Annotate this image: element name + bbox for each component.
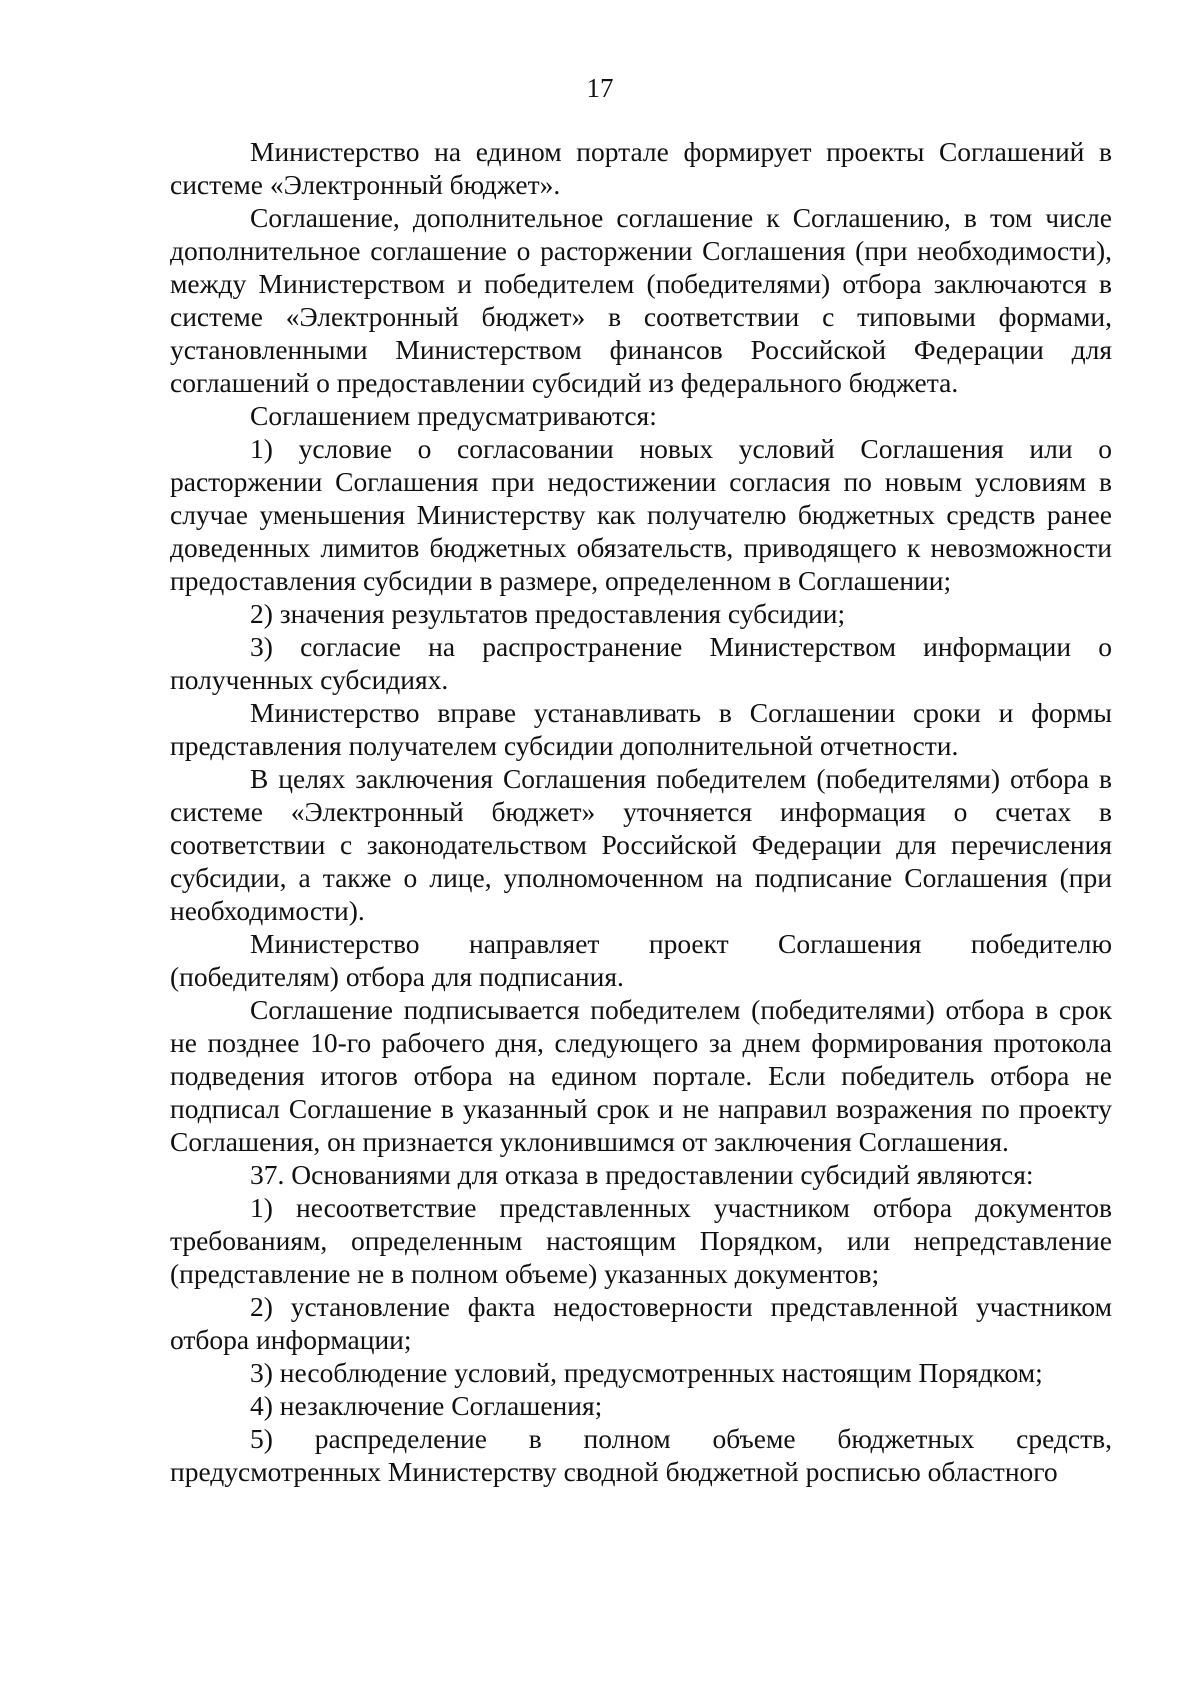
document-body xyxy=(170,135,1112,1488)
list-item-budget-distribution: 5) распределение в полном объеме бюджетных средств, предусмотренных Министерству сводной бюджетной росписью областного xyxy=(170,1423,1112,1487)
list-item-no-agreement: 4) незаключение Соглашения; xyxy=(250,1390,603,1421)
list-item-consent-publication: 3) согласие на распространение Министерством информации о полученных субсидиях. xyxy=(170,631,1112,695)
paragraph-additional-reporting: Министерство вправе устанавливать в Соглашении сроки и формы представления получателем субсидии дополнительной отчетности. xyxy=(170,697,1112,761)
paragraph-signing-deadline: Соглашение подписывается победителем (победителями) отбора в срок не позднее 10-го рабочего дня, следующего за днем формирования протокола подведения итогов отбора на едином портале. Если победитель отбора не подписал Соглашение в указанный срок и не направил возражения по проекту Соглашения, он признается уклонившимся от заключения Соглашения. xyxy=(170,994,1112,1157)
list-item-false-information: 2) установление факта недостоверности представленной участником отбора информации; xyxy=(170,1291,1112,1355)
paragraph-account-info: В целях заключения Соглашения победителем (победителями) отбора в системе «Электронный бюджет» уточняется информация о счетах в соответствии с законодательством Российской Федерации для перечисления субсидии, а также о лице, уполномоченном на подписание Соглашения (при необходимости). xyxy=(170,763,1112,926)
paragraph-send-draft: Министерство направляет проект Соглашения победителю (победителям) отбора для подписания. xyxy=(170,928,1112,992)
paragraph-portal-drafts: Министерство на едином портале формирует проекты Соглашений в системе «Электронный бюджет». xyxy=(170,136,1112,200)
page-number: 17 xyxy=(586,73,614,103)
paragraph-agreement-provides: Соглашением предусматриваются: xyxy=(250,400,657,431)
list-item-documents-mismatch: 1) несоответствие представленных участником отбора документов требованиям, определенным настоящим Порядком, или непредставление (представление не в полном объеме) указанных документов; xyxy=(170,1192,1112,1289)
list-item-result-values: 2) значения результатов предоставления субсидии; xyxy=(250,598,846,629)
list-item-conditions-violation: 3) несоблюдение условий, предусмотренных настоящим Порядком; xyxy=(250,1357,1043,1388)
paragraph-agreement-conclusion: Соглашение, дополнительное соглашение к Соглашению, в том числе дополнительное соглашение о расторжении Соглашения (при необходимости), между Министерством и победителем (победителями) отбора заключаются в системе «Электронный бюджет» в соответствии с типовыми формами, установленными Министерством финансов Российской Федерации для соглашений о предоставлении субсидий из федерального бюджета. xyxy=(170,202,1112,398)
list-item-new-conditions: 1) условие о согласовании новых условий Соглашения или о расторжении Соглашения при недостижении согласия по новым условиям в случае уменьшения Министерству как получателю бюджетных средств ранее доведенных лимитов бюджетных обязательств, приводящего к невозможности предоставления субсидии в размере, определенном в Соглашении; xyxy=(170,433,1112,596)
paragraph-refusal-grounds: 37. Основаниями для отказа в предоставлении субсидий являются: xyxy=(250,1159,1034,1190)
